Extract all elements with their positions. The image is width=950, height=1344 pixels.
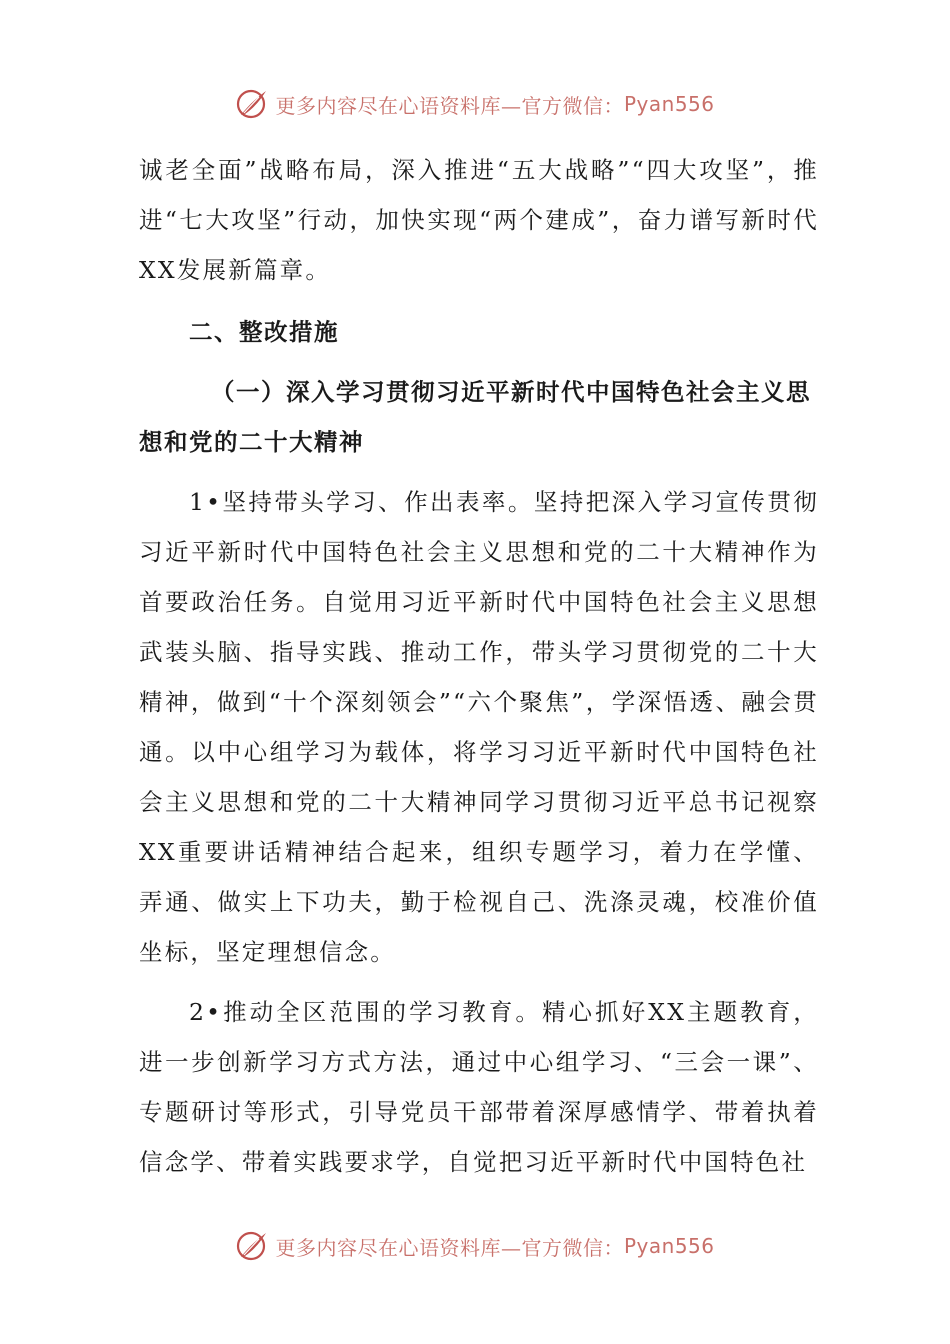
quill-logo-icon <box>235 87 269 121</box>
section-heading: 二、整改措施 <box>189 318 339 346</box>
quill-logo-icon <box>235 1229 269 1263</box>
watermark-wechat-id: Pyan556 <box>623 1234 715 1258</box>
footer-watermark <box>0 1226 950 1266</box>
subsection-heading: （一）深入学习贯彻习近平新时代中国特色社会主义思想和党的二十大精神 <box>139 378 811 456</box>
paragraph-item-1: 1•坚持带头学习、作出表率。坚持把深入学习宣传贯彻习近平新时代中国特色社会主义思想和党的二十大精神作为首要政治任务。自觉用习近平新时代中国特色社会主义思想武装头脑、指导实践、推动工作，带头学习贯彻党的二十大精神，做到“十个深刻领会”“六个聚焦”，学深悟透、融会贯通。以中心组学习为载体，将学习习近平新时代中国特色社会主义思想和党的二十大精神同学习贯彻习近平总书记视察XX重要讲话精神结合起来，组织专题学习，着力在学懂、弄通、做实上下功夫，勤于检视自己、洗涤灵魂，校准价值坐标，坚定理想信念。 <box>139 488 819 966</box>
paragraph-continuation: 诚老全面”战略布局，深入推进“五大战略”“四大攻坚”，推进“七大攻坚”行动，加快实现“两个建成”，奋力谱写新时代XX发展新篇章。 <box>139 156 819 284</box>
watermark-wechat-id: Pyan556 <box>623 92 715 116</box>
paragraph-item-2: 2•推动全区范围的学习教育。精心抓好XX主题教育，进一步创新学习方式方法，通过中心组学习、“三会一课”、专题研讨等形式，引导党员干部带着深厚感情学、带着执着信念学、带着实践要求学，自觉把习近平新时代中国特色社 <box>139 998 819 1176</box>
watermark-text: 更多内容尽在心语资料库—官方微信： <box>275 1235 624 1260</box>
header-watermark <box>0 84 950 124</box>
watermark-text: 更多内容尽在心语资料库—官方微信： <box>275 93 624 118</box>
document-body <box>139 145 819 1187</box>
